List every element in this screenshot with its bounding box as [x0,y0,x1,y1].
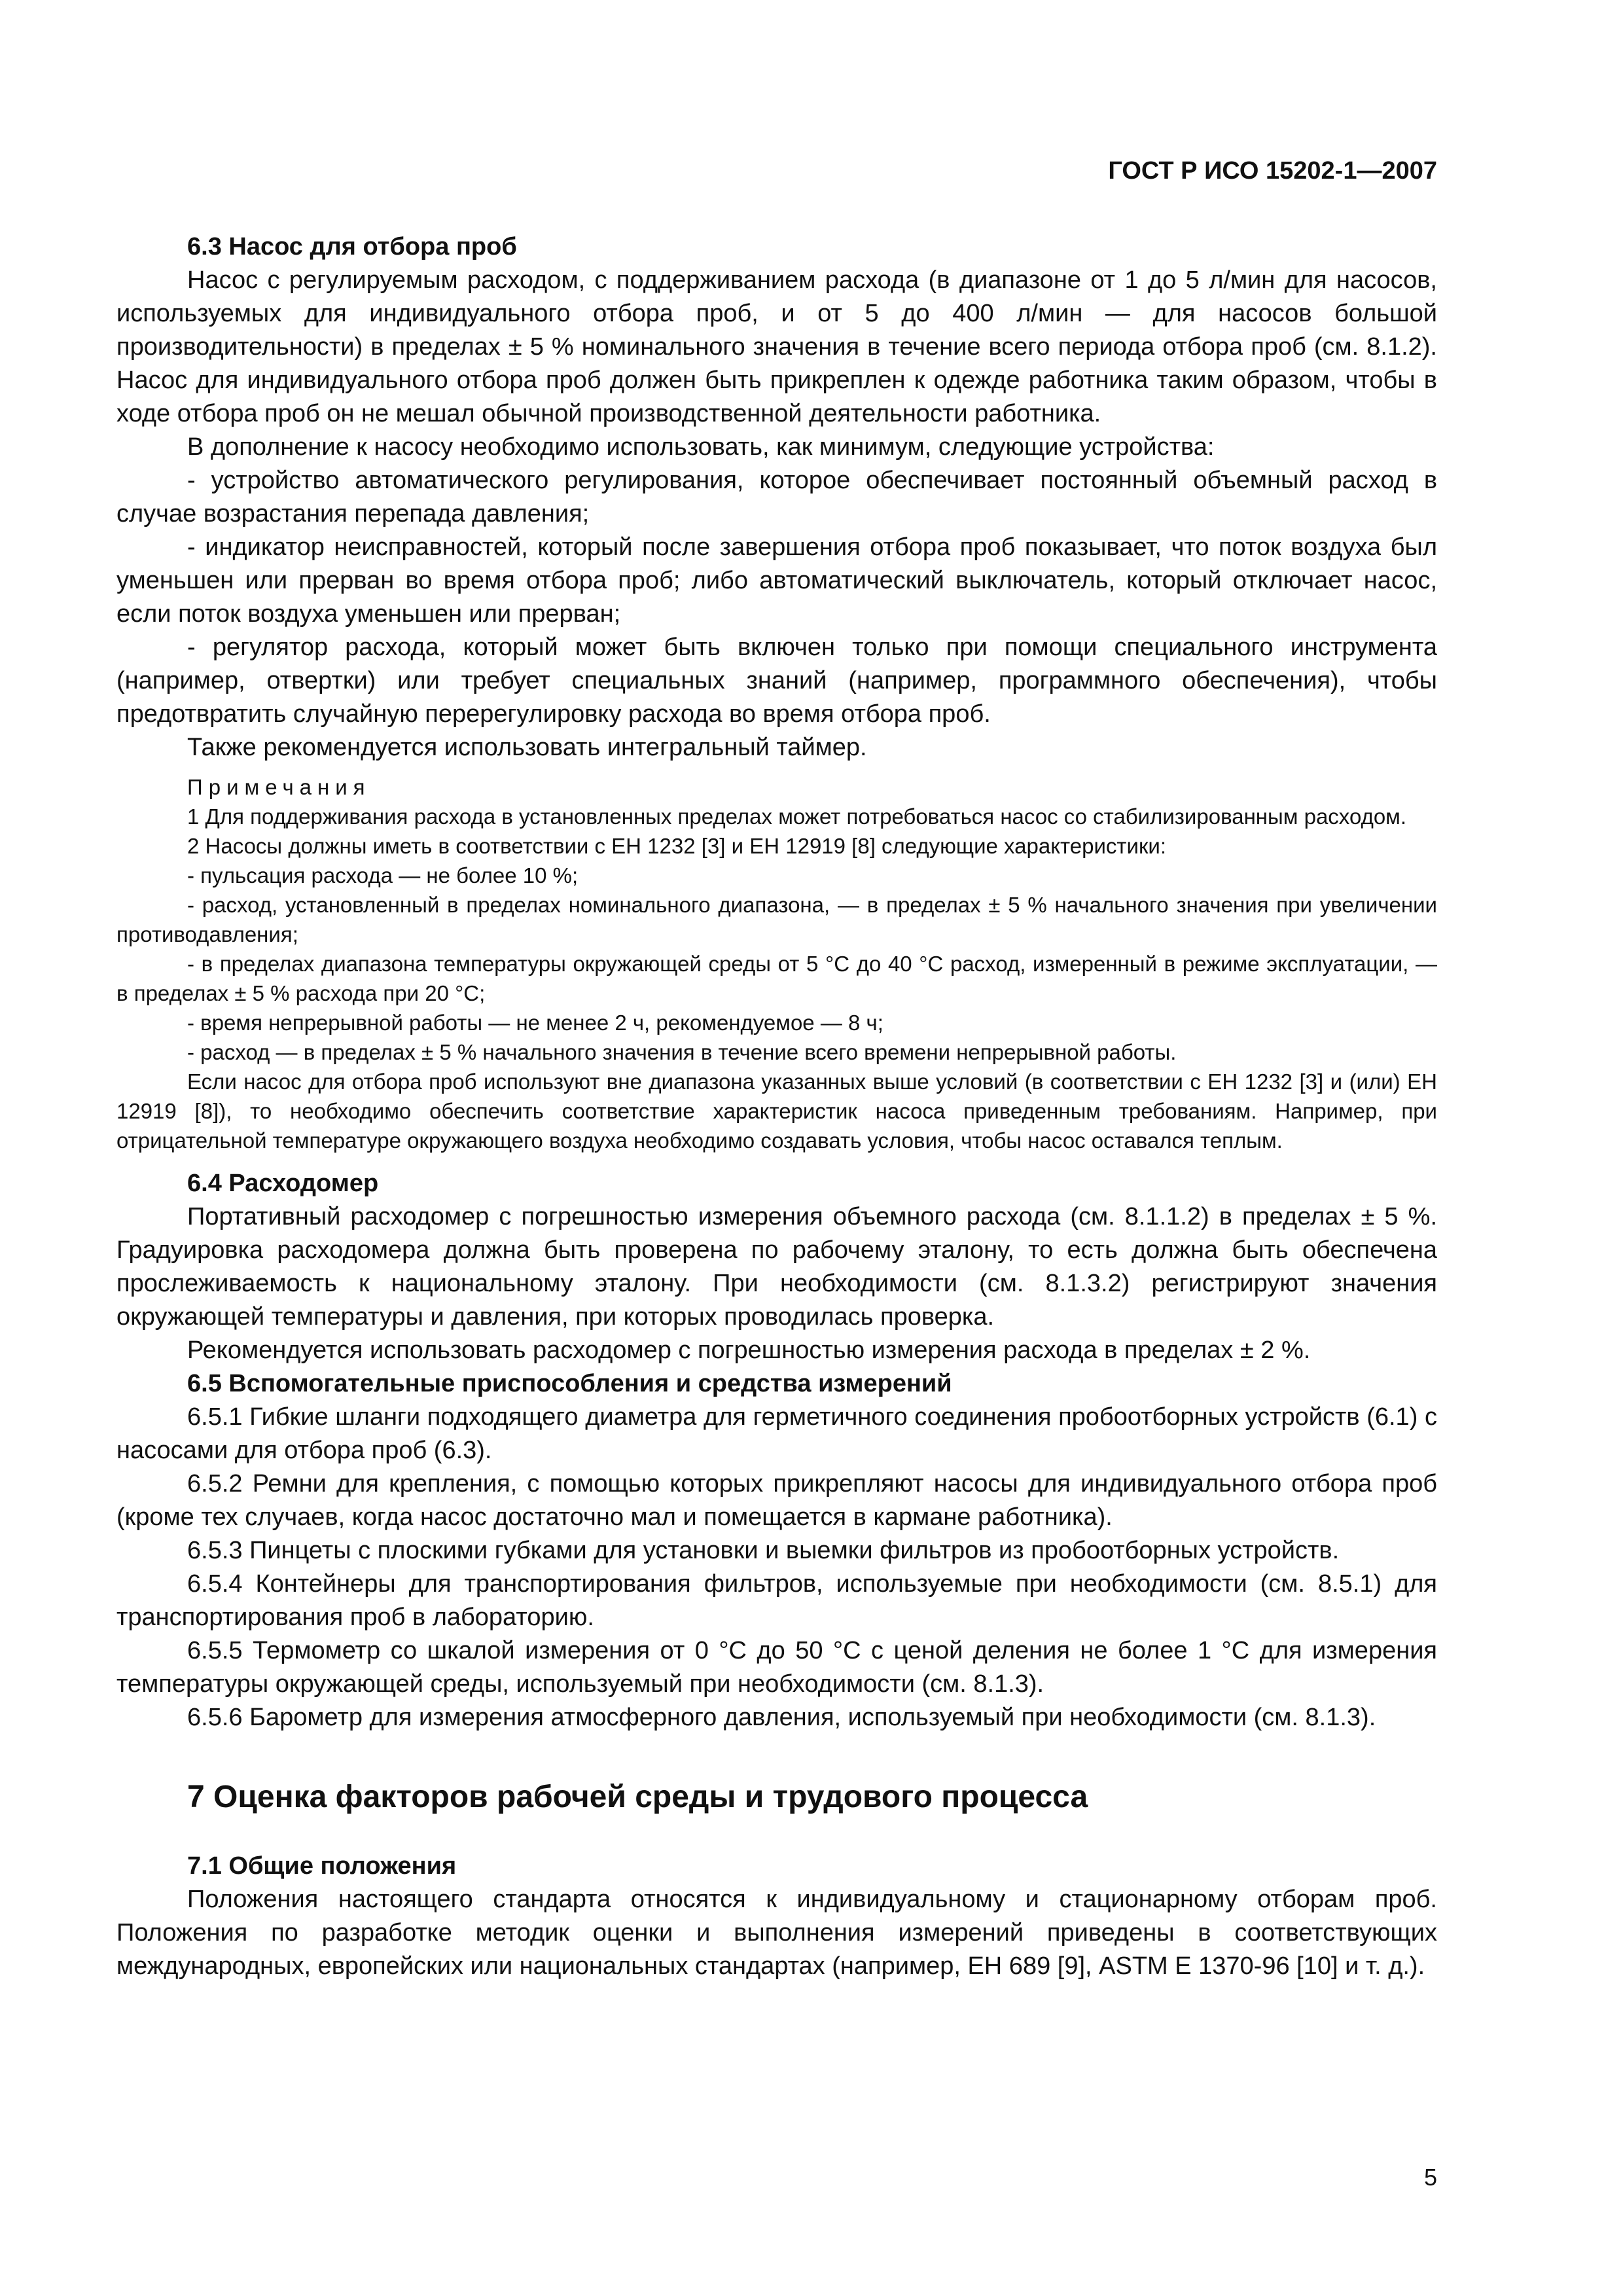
document-header: ГОСТ Р ИСО 15202-1—2007 [1108,157,1437,185]
section-6-3-heading: 6.3 Насос для отбора проб [187,233,517,260]
paragraph: 6.5.2 Ремни для крепления, с помощью которых прикрепляют насосы для индивидуального отбора проб (кроме тех случаев, когда насос достаточно мал и помещается в кармане работника). [116,1470,1437,1531]
note: Если насос для отбора проб используют вне диапазона указанных выше условий (в соответствии с ЕН 1232 [3] и (или) ЕН 12919 [8]), то необходимо обеспечить соответствие характеристик насоса приведенным требованиям. Например, при отрицательной температуре окружающего воздуха необходимо создавать условия, чтобы насос оставался теплым. [116,1069,1437,1153]
paragraph: 6.5.3 Пинцеты с плоскими губками для установки и выемки фильтров из пробоотборных устройств. [187,1537,1340,1564]
paragraph: Насос с регулируемым расходом, с поддерживанием расхода (в диапазоне от 1 до 5 л/мин для насосов, используемых для индивидуального отбора проб, и от 5 до 400 л/мин — для насосов большой производительности) в пределах ± 5 % номинального значения в течение всего периода отбора проб (см. 8.1.2). Насос для индивидуального отбора проб должен быть прикреплен к одежде работника таким образом, чтобы в ходе отбора проб он не мешал обычной производственной деятельности работника. [116,266,1437,427]
paragraph: 6.5.5 Термометр со шкалой измерения от 0 °С до 50 °С с ценой деления не более 1 °С для измерения температуры окружающей среды, используемый при необходимости (см. 8.1.3). [116,1637,1437,1698]
note-list-item: - в пределах диапазона температуры окружающей среды от 5 °С до 40 °С расход, измеренный в режиме эксплуатации, — в пределах ± 5 % расхода при 20 °С; [116,952,1437,1005]
paragraph: 6.5.6 Барометр для измерения атмосферного давления, используемый при необходимости (см. 8.1.3). [187,1704,1376,1731]
note: 1 Для поддерживания расхода в установленных пределах может потребоваться насос со стабилизированным расходом. [187,804,1407,829]
section-6-5-heading: 6.5 Вспомогательные приспособления и средства измерений [187,1370,952,1397]
paragraph: Рекомендуется использовать расходомер с погрешностью измерения расхода в пределах ± 2 %. [187,1336,1311,1364]
paragraph: Портативный расходомер с погрешностью измерения объемного расхода (см. 8.1.1.2) в пределах ± 5 %. Градуировка расходомера должна быть проверена по рабочему эталону, то есть должна быть обеспечена прослеживаемость к национальному эталону. При необходимости (см. 8.1.3.2) регистрируют значения окружающей температуры и давления, при которых проводилась проверка. [116,1203,1437,1331]
list-item: - устройство автоматического регулирования, которое обеспечивает постоянный объемный расход в случае возрастания перепада давления; [116,467,1437,528]
section-6-4-heading: 6.4 Расходомер [187,1170,379,1197]
list-item: - регулятор расхода, который может быть включен только при помощи специального инструмента (например, отвертки) или требует специальных знаний (например, программного обеспечения), чтобы предотвратить случайную перерегулировку расхода во время отбора проб. [116,634,1437,728]
paragraph: В дополнение к насосу необходимо использовать, как минимум, следующие устройства: [187,433,1215,461]
note-list-item: - пульсация расхода — не более 10 %; [187,863,579,888]
page-body [116,230,1437,1983]
notes-heading: Примечания [187,775,371,799]
list-item: - индикатор неисправностей, который после завершения отбора проб показывает, что поток воздуха был уменьшен или прерван во время отбора проб; либо автоматический выключатель, который отключает насос, если поток воздуха уменьшен или прерван; [116,533,1437,628]
paragraph: Положения настоящего стандарта относятся к индивидуальному и стационарному отборам проб. Положения по разработке методик оценки и выполнения измерений приведены в соответствующих международных, европейских или национальных стандартах (например, ЕН 689 [9], ASTM E 1370-96 [10] и т. д.). [116,1886,1437,1980]
note-list-item: - расход, установленный в пределах номинального диапазона, — в пределах ± 5 % начального значения при увеличении противодавления; [116,893,1437,946]
note-list-item: - расход — в пределах ± 5 % начального значения в течение всего времени непрерывной работы. [187,1040,1177,1064]
paragraph: 6.5.1 Гибкие шланги подходящего диаметра для герметичного соединения пробоотборных устройств (6.1) с насосами для отбора проб (6.3). [116,1403,1437,1464]
paragraph: Также рекомендуется использовать интегральный таймер. [187,734,867,761]
section-7-1-heading: 7.1 Общие положения [187,1852,457,1880]
spacer [116,1155,1437,1167]
note-list-item: - время непрерывной работы — не менее 2 ч, рекомендуемое — 8 ч; [187,1011,883,1035]
page-number: 5 [1423,2164,1437,2191]
note: 2 Насосы должны иметь в соответствии с ЕН 1232 [3] и ЕН 12919 [8] следующие характеристики: [187,834,1166,858]
paragraph: 6.5.4 Контейнеры для транспортирования фильтров, используемые при необходимости (см. 8.5.1) для транспортирования проб в лабораторию. [116,1570,1437,1631]
section-7-heading: 7 Оценка факторов рабочей среды и трудового процесса [187,1780,1088,1814]
